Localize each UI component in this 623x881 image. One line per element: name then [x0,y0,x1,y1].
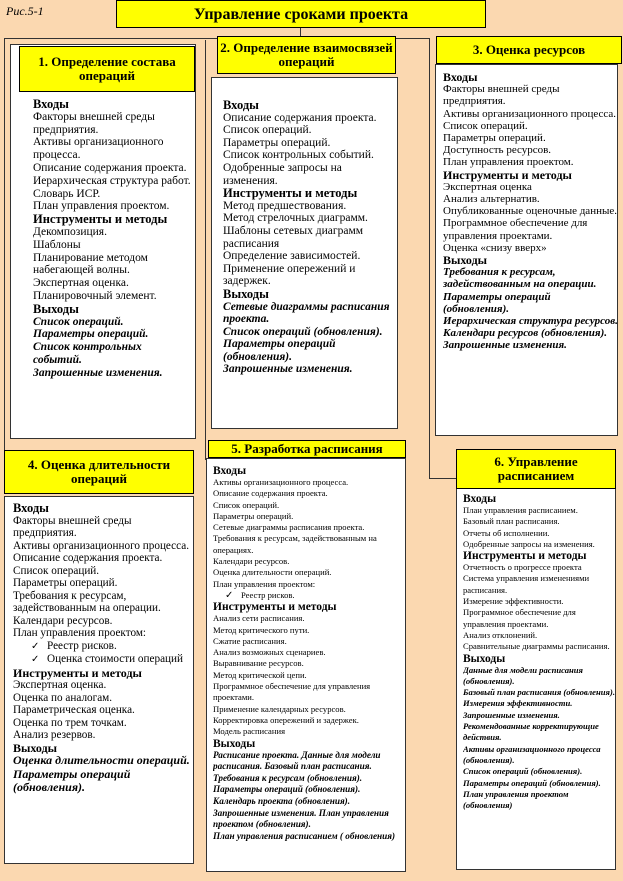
list-item-text: Список операций. [443,119,528,132]
list-item [443,132,618,144]
list-item [33,162,193,175]
list-item [443,144,618,156]
list-item [33,277,193,290]
list-item [13,615,193,628]
outputs-heading: Выходы [463,652,506,665]
list-item [223,263,395,288]
list-item-text: Анализ возможных сценариев. [213,647,326,658]
process-box-3-title: 3. Оценка ресурсов [436,36,622,64]
list-item [213,533,405,556]
list-item-text: Запрошенные изменения. [33,366,163,379]
list-item-text: Базовый план расписания (обновления). [463,687,615,698]
list-item [463,778,615,789]
list-item-text: Запрошенные изменения. [223,363,353,376]
list-item [443,193,618,205]
list-item-text: Оценка стоимости операций [47,653,183,665]
list-item-text: Шаблоны [33,238,81,251]
tools-list [463,562,615,652]
list-item-text: Оценка по трем точкам. [13,716,127,729]
list-item-text: Иерархическая структура работ. [33,174,191,187]
list-item [443,181,618,193]
list-item-text: Параметры операций. [33,328,149,341]
list-item [463,596,615,607]
list-item [213,670,405,681]
list-item-text: Отчетность о прогрессе проекта [463,562,582,573]
list-item [213,625,405,636]
list-item-text: Иерархическая структура ресурсов. [443,315,618,328]
process-box-5-body [213,465,405,871]
list-item [213,522,405,533]
list-item-text: Параметры операций. [443,132,546,145]
inputs-heading: Входы [443,71,478,84]
list-item-text: Требования к ресурсам (обновления). [213,772,363,783]
inputs-list [33,111,193,213]
list-item [223,212,395,225]
list-item [443,217,618,241]
checkmark-icon: ✓ [31,654,40,665]
list-item [443,291,618,315]
outputs-list [213,750,405,843]
list-item [463,562,615,573]
list-item-text: План управления проектом (обновления) [463,788,569,811]
tools-list [213,613,405,737]
list-item-text: Система управления изменениями расписания. [463,573,590,595]
list-item-text: Рекомендованные корректирующие действия. [463,721,599,743]
list-item-text: Список контрольных событий. [223,149,374,162]
list-item-text: Календарь проекта (обновления). [213,795,351,806]
list-item-text: Описание содержания проекта. [213,488,328,499]
list-item [13,717,193,730]
list-item-text: Реестр рисков. [241,589,295,600]
list-item-text: Данные для модели расписания (обновления). [463,664,583,686]
outputs-list [13,754,193,795]
list-item-text: Программное обеспечение для управления проектами. [443,217,588,242]
connector-line [4,38,5,458]
list-item-text: Экспертная оценка [443,180,532,193]
process-box-5-title: 5. Разработка расписания [208,440,406,458]
list-item-text: Оценка «снизу вверх» [443,241,547,254]
list-item-text: Требования к ресурсам, задействованным на операции. [443,266,597,291]
list-item-text: План управления расписанием. [463,505,578,515]
list-item [213,658,405,669]
list-item [213,773,405,785]
list-item-text: Корректировка опережений и задержек. [213,714,359,725]
list-item-text: Анализ резервов. [13,729,96,741]
list-item [463,505,615,516]
list-item [463,630,615,641]
list-item-text: Шаблоны сетевых диаграмм расписания [223,224,364,250]
tools-heading: Инструменты и методы [13,665,142,680]
list-item-text: Анализ сети расписания. [213,613,305,624]
list-item [463,721,615,744]
list-item-text: Активы организационного процесса. [213,477,349,487]
connector-line [205,40,206,460]
list-item-text: План управления проектом: [13,627,147,639]
list-item-text: Оценка длительности операций. [13,753,190,767]
checkmark-icon: ✓ [225,589,234,601]
list-item [463,698,615,709]
list-item [213,831,405,843]
list-item-text: Метод критического пути. [213,624,310,635]
list-item [463,766,615,777]
list-item [213,511,405,522]
outputs-heading: Выходы [223,286,269,301]
list-item-text: Базовый план расписания. [463,516,560,527]
list-item [213,784,405,796]
list-item-text: Измерения эффективности. [463,698,573,709]
inputs-list [463,505,615,550]
list-item-text: Факторы внешней среды предприятия. [443,83,560,108]
list-item [443,327,618,339]
list-item-text: Применение опережений и задержек. [223,262,356,288]
outputs-list [443,266,618,351]
list-item [223,137,395,150]
list-item [13,577,193,590]
list-item [443,120,618,132]
list-item-text: Календари ресурсов. [13,614,113,627]
process-box-4-title: 4. Оценка длительности операций [4,450,194,494]
list-item-text: Планировочный элемент. [33,289,157,302]
process-box-2-title: 2. Определение взаимосвязей операций [217,36,396,74]
list-item-text: Параметры операций (обновления). [463,777,601,788]
list-item-text: Запрошенные изменения. План управления проектом (обновления). [213,807,389,830]
tools-heading: Инструменты и методы [33,212,168,227]
list-item [223,124,395,137]
list-item-text: Модель расписания [213,726,286,737]
inputs-list [213,477,405,590]
list-item [223,112,395,125]
list-item [223,326,395,339]
list-item-text: Словарь ИСР. [33,187,101,200]
list-item [213,579,405,590]
inputs-heading: Входы [223,99,259,112]
list-item [213,715,405,726]
list-item [13,679,193,692]
list-item [213,567,405,578]
list-item-text: Сжатие расписания. [213,635,287,646]
tools-heading: Инструменты и методы [213,601,337,614]
list-item-text: Метод предшествования. [223,199,347,212]
list-item [213,726,405,737]
process-box-2-body [223,99,395,429]
list-item [463,789,615,812]
list-item-text: Экспертная оценка. [13,679,107,691]
list-item [33,188,193,201]
process-box-1-body [33,98,193,438]
list-item [213,500,405,511]
list-item [463,573,615,596]
plan-item [225,589,405,601]
list-item-text: Активы организационного процесса (обновления). [463,743,601,765]
list-item [13,552,193,565]
tools-heading: Инструменты и методы [463,550,587,563]
list-item-text: Описание содержания проекта. [13,552,163,564]
outputs-heading: Выходы [443,253,488,268]
list-item-text: Параметрическая оценка. [13,704,135,716]
list-item [13,515,193,540]
list-item-text: Параметры операций (обновления). [223,338,336,363]
list-item [463,665,615,688]
list-item-text: Требования к ресурсам, задействованным на операции. [13,589,161,614]
list-item-text: Список операций (обновления). [223,325,383,338]
list-item [463,641,615,652]
inputs-list [223,112,395,188]
list-item [213,796,405,808]
list-item-text: Декомпозиция. [33,225,107,238]
process-box-1-title: 1. Определение состава операций [19,46,195,92]
tools-list [223,200,395,288]
list-item-text: Активы организационного процесса. [443,107,617,120]
list-item-text: Отчеты об исполнении. [463,527,550,538]
list-item-text: Сравнительные диаграммы расписания. [463,641,610,652]
list-item-text: Сетевые диаграммы расписания проекта. [213,522,365,533]
tools-list [13,679,193,742]
list-item-text: Экспертная оценка. [33,277,129,290]
list-item [33,111,193,137]
list-item [463,539,615,550]
list-item [13,692,193,705]
connector-line [429,478,459,479]
list-item [223,338,395,363]
list-item [223,363,395,376]
outputs-heading: Выходы [13,740,58,755]
list-item-text: Список контрольных событий. [33,341,142,366]
list-item [443,266,618,290]
list-item [463,528,615,539]
list-item-text: Параметры операций. [13,577,118,589]
list-item-text: Параметры операций. [223,136,331,149]
list-item-text: План управления проектом. [443,156,574,169]
list-item [13,590,193,615]
inputs-list [443,83,618,168]
list-item-text: Запрошенные изменения. [443,339,567,352]
list-item-text: Факторы внешней среды предприятия. [13,514,132,539]
list-item [213,477,405,488]
list-item-text: Измерение эффективности. [463,596,564,607]
list-item-text: Оценка по аналогам. [13,691,113,704]
list-item-text: Сетевые диаграммы расписания проекта. [223,300,390,326]
list-item [13,565,193,578]
checkmark-icon: ✓ [31,640,40,652]
list-item [213,808,405,831]
list-item-text: Программное обеспечение для управления проектами. [463,607,576,629]
tools-heading: Инструменты и методы [443,167,572,182]
process-box-3-body [443,71,618,433]
list-item [223,200,395,213]
main-title: Управление сроками проекта [116,0,486,28]
plan-items-list [225,590,405,601]
list-item [443,205,618,217]
list-item [223,301,395,326]
tools-heading: Инструменты и методы [223,186,358,201]
list-item [443,339,618,351]
tools-list [443,181,618,254]
list-item [443,83,618,107]
list-item [463,744,615,767]
list-item [33,367,193,380]
list-item [213,681,405,704]
list-item-text: Факторы внешней среды предприятия. [33,110,155,136]
list-item-text: Параметры операций. [213,510,294,521]
list-item [33,226,193,239]
list-item-text: Календари ресурсов (обновления). [443,327,607,340]
inputs-heading: Входы [463,493,497,505]
list-item-text: Доступность ресурсов. [443,144,552,157]
figure-label: Рис.5-1 [6,4,44,18]
list-item [223,250,395,263]
list-item-text: Описание содержания проекта. [33,161,187,174]
list-item-text: Опубликованные оценочные данные. [443,205,617,218]
plan-items-list [31,640,193,667]
list-item-text: Календари ресурсов. [213,556,290,567]
list-item [13,540,193,553]
list-item [33,341,193,367]
list-item [463,687,615,698]
list-item-text: Расписание проекта. Данные для модели расписания. Базовый план расписания. [213,749,381,772]
list-item [213,704,405,715]
list-item [443,315,618,327]
list-item [13,627,193,640]
list-item-text: Параметры операций (обновления). [13,766,131,794]
list-item [33,290,193,303]
list-item-text: Оценка длительности операций. [213,567,332,578]
list-item-text: План управления проектом. [33,200,170,213]
list-item-text: Выравнивание ресурсов. [213,658,304,669]
list-item [33,252,193,278]
list-item-text: Список операций (обновления). [463,766,583,777]
list-item-text: Определение зависимостей. [223,250,361,263]
list-item-text: Метод критической цепи. [213,669,307,680]
outputs-list [33,316,193,380]
outputs-list [463,665,615,812]
list-item [13,704,193,717]
list-item [33,136,193,162]
list-item-text: Анализ альтернатив. [443,193,540,206]
list-item-text: Метод стрелочных диаграмм. [223,212,368,225]
inputs-heading: Входы [13,502,49,515]
list-item [33,316,193,329]
tools-list [33,226,193,303]
list-item-text: Запрошенные изменения. [463,709,560,720]
list-item [463,516,615,527]
list-item-text: Реестр рисков. [47,639,117,652]
list-item-text: Параметры операций (обновления). [443,290,551,315]
list-item [223,162,395,187]
list-item [13,754,193,768]
list-item-text: План управления проектом: [213,578,316,589]
list-item-text: Список операций. [33,315,124,328]
list-item [33,328,193,341]
inputs-heading: Входы [33,98,69,111]
list-item [33,239,193,252]
plan-item [31,639,193,654]
inputs-list [13,515,193,640]
list-item-text: Одобренные запросы на изменения. [463,538,595,549]
list-item-text: Одобренные запросы на изменения. [223,161,342,187]
list-item [213,488,405,499]
list-item [223,225,395,250]
list-item-text: Применение календарных ресурсов. [213,703,346,714]
list-item-text: Планирование методом набегающей волны. [33,251,148,277]
list-item-text: Список операций. [13,564,100,577]
outputs-list [223,301,395,377]
list-item-text: Программное обеспечение для управления проектами. [213,681,371,703]
list-item-text: Описание содержания проекта. [223,111,377,124]
inputs-heading: Входы [213,465,247,477]
list-item [213,750,405,773]
plan-item [31,653,193,667]
list-item-text: План управления расписанием ( обновления) [213,830,396,841]
list-item-text: Требования к ресурсам, задействованным на операциях. [213,533,377,555]
outputs-heading: Выходы [33,301,79,316]
list-item-text: Активы организационного процесса. [13,539,190,552]
list-item-text: Список операций. [213,499,280,510]
list-item [443,108,618,120]
list-item [463,710,615,721]
list-item [13,768,193,795]
process-box-6-title: 6. Управление расписанием [456,449,616,489]
list-item [33,175,193,188]
list-item [213,647,405,658]
list-item-text: Анализ отклонений. [463,629,538,640]
list-item-text: Список операций. [223,124,312,137]
list-item [443,156,618,168]
process-box-4-body [13,502,193,862]
list-item [13,729,193,742]
process-box-6-body [463,493,615,869]
connector-line [429,38,430,478]
list-item-text: Активы организационного процесса. [33,136,164,162]
outputs-heading: Выходы [213,737,256,750]
list-item [223,149,395,162]
list-item [463,607,615,630]
list-item [213,613,405,624]
list-item [213,636,405,647]
list-item-text: Параметры операций (обновления). [213,784,361,795]
list-item [213,556,405,567]
